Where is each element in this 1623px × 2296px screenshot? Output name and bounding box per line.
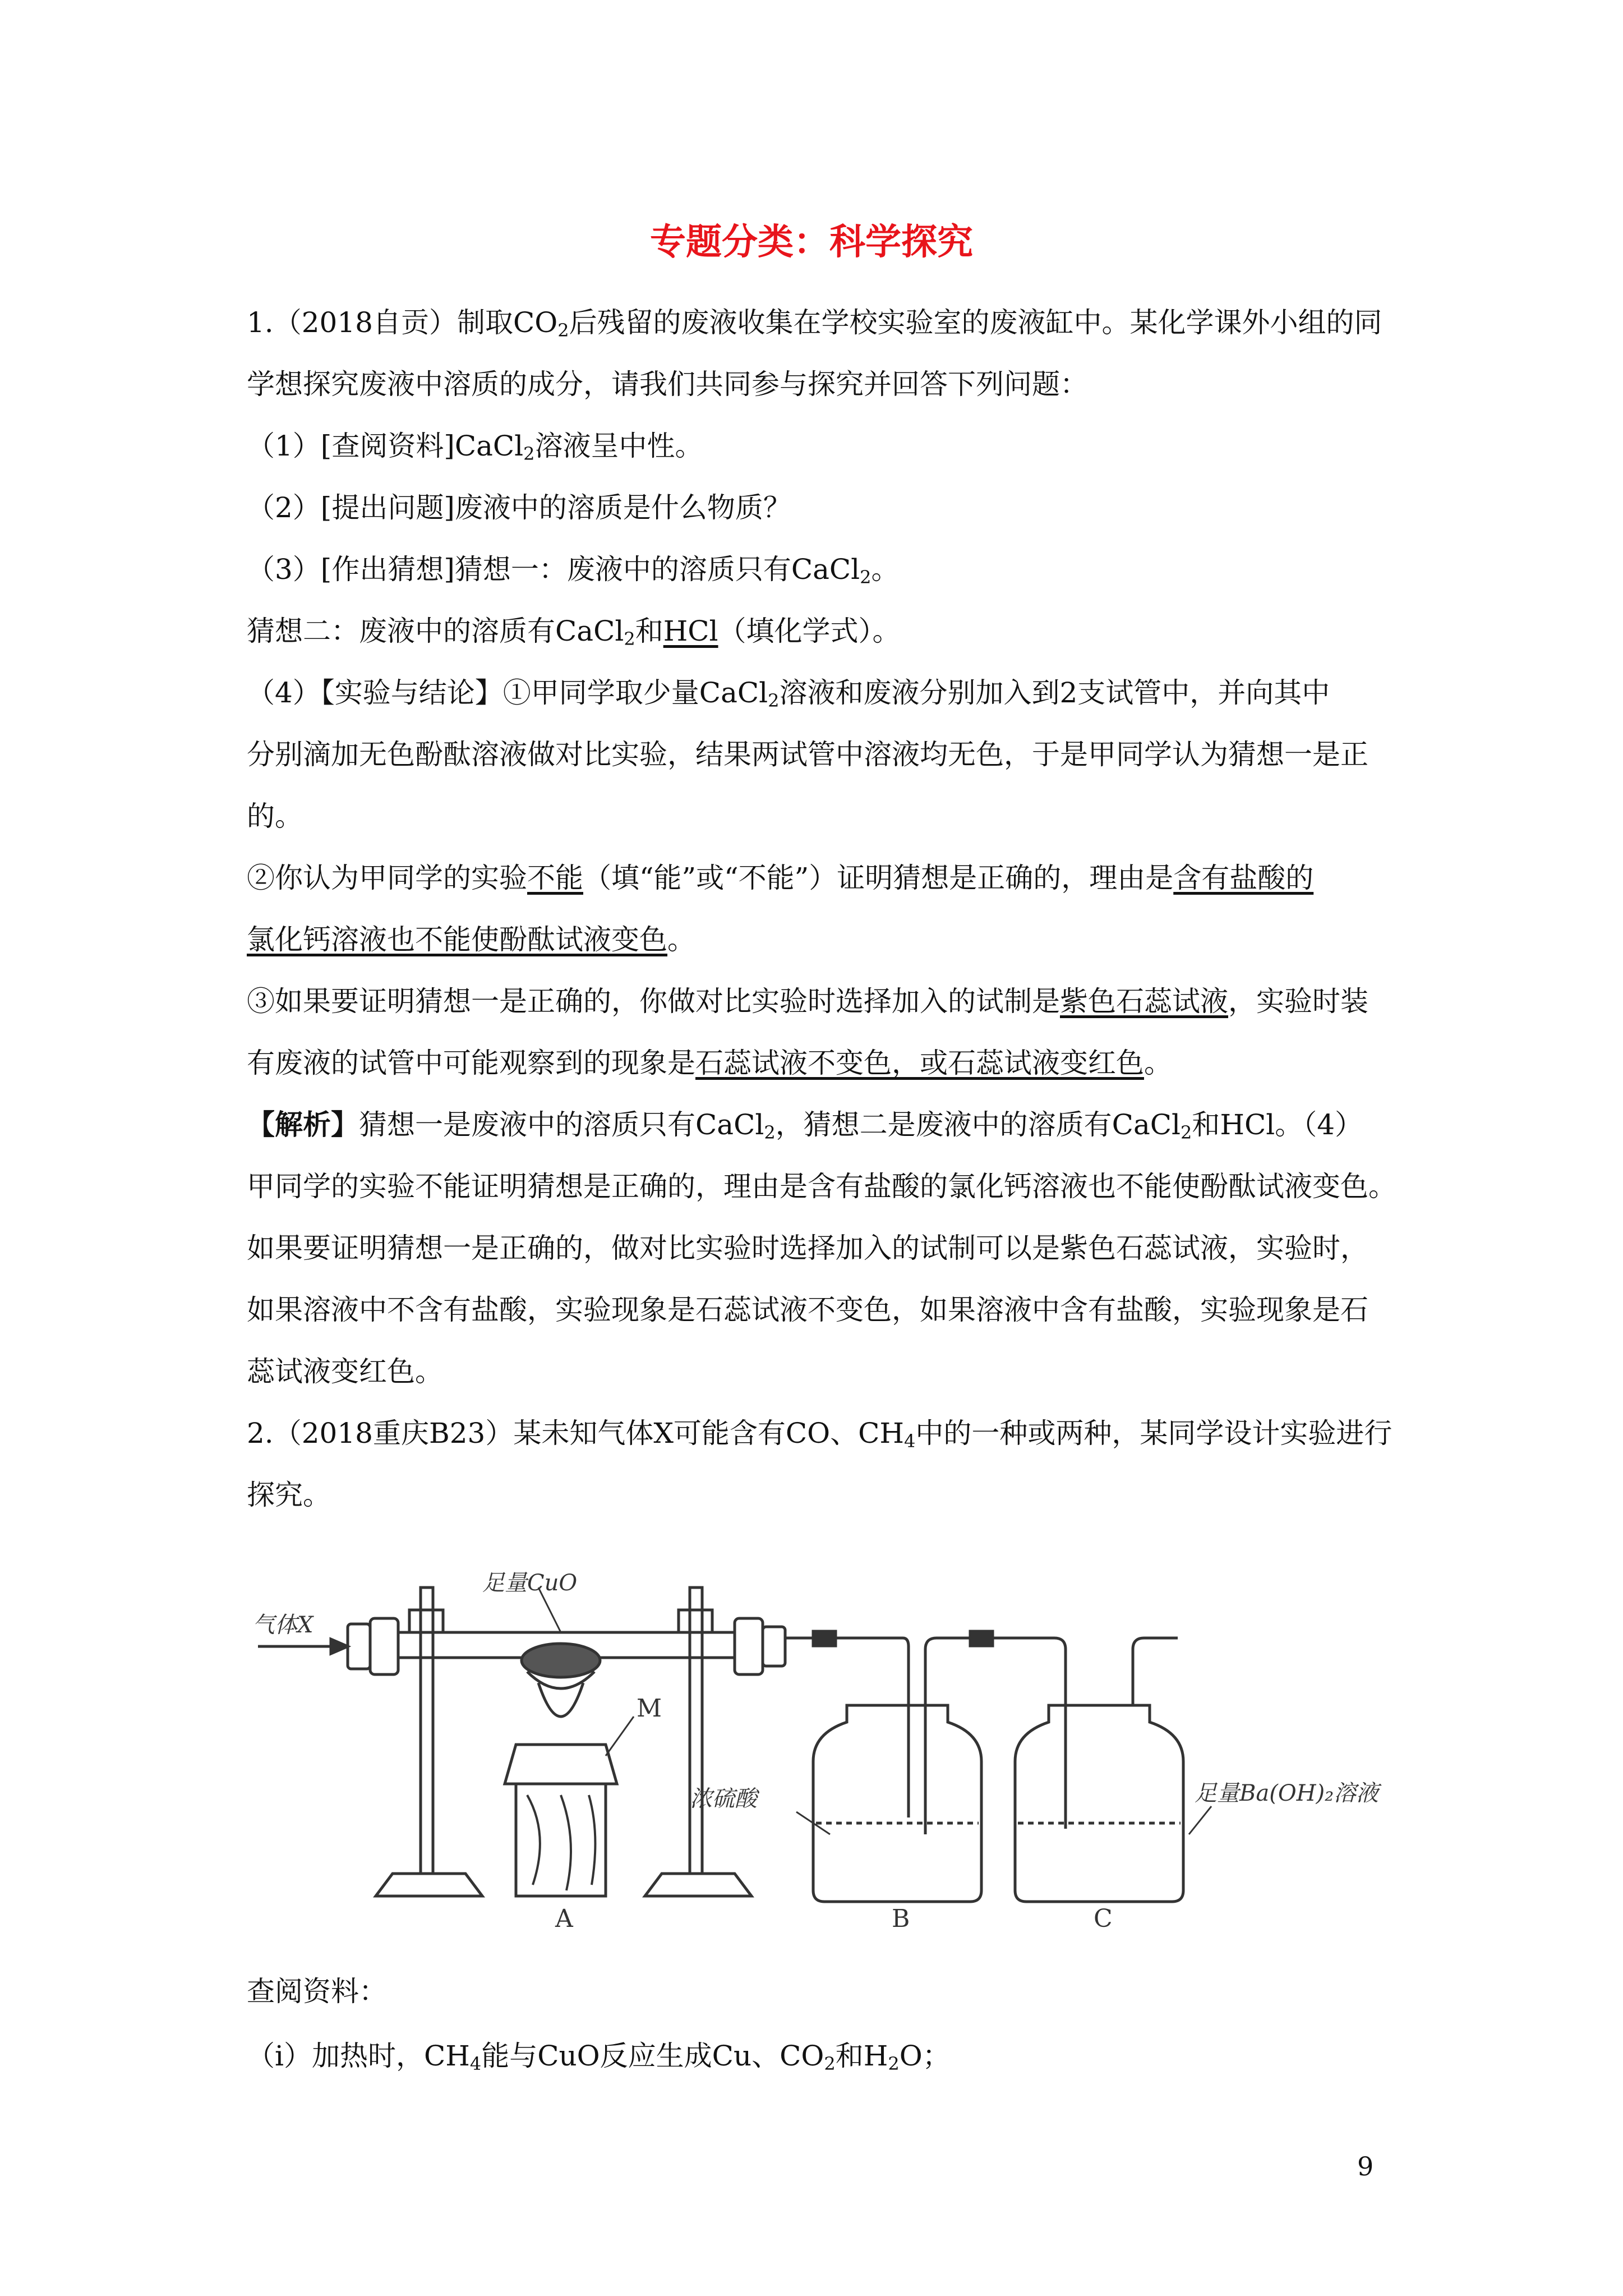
q1-intro-line2: 学想探究废液中溶质的成分，请我们共同参与探究并回答下列问题：: [247, 368, 1088, 401]
text: （4）【实验与结论】①甲同学取少量CaCl: [247, 677, 768, 709]
answer-underlined: 不能: [527, 862, 583, 894]
subscript: 2: [557, 320, 569, 341]
right-stand-rod: [690, 1588, 702, 1874]
text: 溶液呈中性。: [534, 430, 703, 462]
subscript: 2: [860, 567, 872, 588]
gas-arrow-head: [331, 1639, 348, 1654]
text: O；: [899, 2040, 951, 2072]
text: 溶液和废液分别加入到2支试管中，并向其中: [779, 677, 1330, 709]
cuo-label: 足量CuO: [482, 1571, 578, 1596]
m-label: M: [637, 1694, 662, 1723]
analysis-label: 【解析】: [247, 1108, 359, 1141]
text: （1）[查阅资料]CaCl: [247, 430, 524, 462]
text: 猜想二：废液中的溶质有CaCl: [247, 615, 624, 647]
page-title: 专题分类：科学探究: [650, 222, 973, 263]
subscript: 2: [824, 2053, 836, 2074]
q2-intro-line1: [247, 1416, 1391, 1450]
text: 和HCl。（4）: [1192, 1108, 1363, 1141]
text: 。: [667, 923, 695, 956]
subscript: 2: [888, 2053, 900, 2074]
label-c: C: [1094, 1904, 1113, 1930]
q1-step1: [247, 429, 1391, 463]
q1-analysis-line4: 如果溶液中不含有盐酸，实验现象是石蕊试液不变色，如果溶液中含有盐酸，实验现象是石: [247, 1294, 1368, 1326]
rubber-joint-1: [813, 1631, 836, 1646]
q1-part3-line1: [247, 984, 1391, 1018]
apparatus-diagram: [247, 1571, 1396, 1930]
bottle-c: [1015, 1705, 1183, 1902]
text: （填“能”或“不能”）证明猜想是正确的，理由是: [583, 862, 1174, 894]
m-leader: [606, 1717, 634, 1756]
acid-label: 浓硫酸: [690, 1786, 757, 1812]
subscript: 4: [469, 2053, 482, 2074]
q1-part3-line2: [247, 1046, 1391, 1080]
answer-underlined: 含有盐酸的: [1173, 862, 1314, 894]
q1-guess2: [247, 614, 1391, 648]
q1-part2-line1: [247, 861, 1391, 895]
text: 和H: [835, 2040, 888, 2072]
q2-ref-i: [247, 2039, 1391, 2073]
label-b: B: [892, 1904, 910, 1930]
text: （填化学式）。: [718, 615, 901, 647]
text: ，实验时装: [1228, 985, 1368, 1018]
text: 后残留的废液收集在学校实验室的废液缸中。某化学课外小组的同: [569, 306, 1382, 339]
burner-cap: [505, 1745, 617, 1784]
text: 有废液的试管中可能观察到的现象是: [247, 1047, 695, 1079]
bottle-c-outlet: [1133, 1638, 1178, 1705]
text: ③如果要证明猜想一是正确的，你做对比实验时选择加入的试制是: [247, 985, 1060, 1018]
q1-step2: （2）[提出问题]废液中的溶质是什么物质？: [247, 491, 791, 524]
answer-underlined: 石蕊试液不变色，或石蕊试液变红色: [695, 1047, 1144, 1079]
q1-intro-line1: [247, 306, 1391, 339]
text: （ⅰ）加热时，CH: [247, 2040, 470, 2072]
text: 。: [1144, 1047, 1172, 1079]
gas-x-label: 气体X: [252, 1612, 313, 1638]
wood-grain: [527, 1795, 595, 1890]
text: 猜想一是废液中的溶质只有CaCl: [359, 1108, 764, 1141]
subscript: 2: [1181, 1122, 1192, 1143]
q2-intro-line2: 探究。: [247, 1479, 331, 1511]
subscript: 2: [523, 443, 535, 464]
q1-part2-line2: [247, 923, 1391, 956]
q1-analysis-line2: 甲同学的实验不能证明猜想是正确的，理由是含有盐酸的氯化钙溶液也不能使酚酞试液变色。: [247, 1170, 1396, 1203]
page-number: 9: [1357, 2151, 1374, 2182]
text: 2.（2018重庆B23）某未知气体X可能含有CO、CH: [247, 1417, 905, 1450]
q1-analysis-line1: [247, 1108, 1391, 1142]
subscript: 2: [764, 1122, 776, 1143]
subscript: 4: [904, 1430, 916, 1452]
label-a: A: [555, 1904, 573, 1930]
subscript: 2: [624, 628, 635, 650]
answer-underlined: 紫色石蕊试液: [1060, 985, 1228, 1018]
answer-underlined: HCl: [663, 615, 718, 647]
baoh-label: 足量Ba(OH)₂溶液: [1195, 1780, 1379, 1806]
q1-step4-line1: [247, 676, 1391, 710]
text: ，猜想二是废液中的溶质有CaCl: [775, 1108, 1181, 1141]
text: （3）[作出猜想]猜想一：废液中的溶质只有CaCl: [247, 553, 860, 586]
bottle-b: [813, 1705, 981, 1902]
q1-analysis-line3: 如果要证明猜想一是正确的，做对比实验时选择加入的试制可以是紫色石蕊试液，实验时，: [247, 1232, 1368, 1264]
left-stand-clamp: [409, 1610, 443, 1632]
cuo-pile: [522, 1644, 600, 1677]
left-stand-base: [376, 1874, 482, 1896]
q1-step4-line3: 的。: [247, 800, 303, 832]
text: ②你认为甲同学的实验: [247, 862, 527, 894]
text: 能与CuO反应生成Cu、CO: [481, 2040, 824, 2072]
right-stand-base: [645, 1874, 751, 1896]
right-stopper: [763, 1627, 785, 1666]
right-stand-clamp: [679, 1610, 712, 1632]
left-stand-rod: [421, 1588, 433, 1874]
right-clamp: [735, 1618, 763, 1674]
tube-into-b: [869, 1638, 909, 1818]
text: 和: [635, 615, 663, 647]
text: 1.（2018自贡）制取CO: [247, 306, 558, 339]
subscript: 2: [768, 690, 780, 711]
rubber-joint-2: [970, 1631, 993, 1646]
q1-analysis-line5: 蕊试液变红色。: [247, 1355, 443, 1388]
q2-ref-title: 查阅资料：: [247, 1975, 387, 2008]
baoh-leader: [1189, 1806, 1211, 1834]
text: 中的一种或两种，某同学设计实验进行: [915, 1417, 1393, 1450]
answer-underlined: 氯化钙溶液也不能使酚酞试液变色: [247, 923, 667, 956]
tube-into-c: [1032, 1638, 1066, 1829]
text: 。: [871, 553, 900, 586]
left-clamp: [370, 1618, 398, 1674]
q1-step4-line2: 分别滴加无色酚酞溶液做对比实验，结果两试管中溶液均无色，于是甲同学认为猜想一是正: [247, 738, 1368, 771]
q1-step3: [247, 553, 1391, 586]
